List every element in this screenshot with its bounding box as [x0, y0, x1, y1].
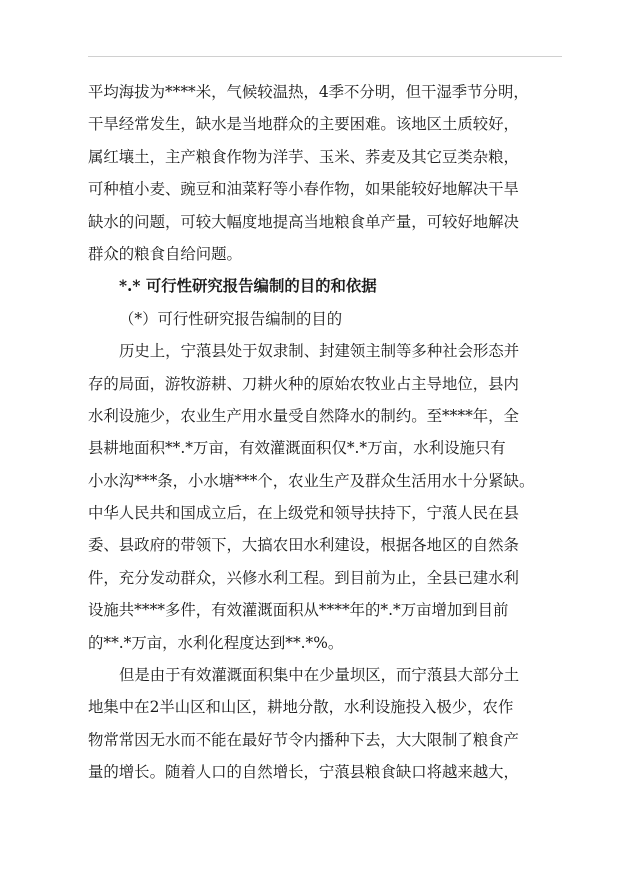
paragraph-line: 中华人民共和国成立后，在上级党和领导扶持下，宁蒗人民在县 — [88, 504, 519, 523]
paragraph-line: 历史上，宁蒗县处于奴隶制、封建领主制等多种社会形态并 — [119, 342, 520, 361]
paragraph-line: 量的增长。随着人口的自然增长，宁蒗县粮食缺口将越来越大， — [88, 763, 519, 782]
paragraph-line: 水利设施少，农业生产用水量受自然降水的制约。至****年，全 — [88, 406, 519, 425]
section-heading: *.* 可行性研究报告编制的目的和依据 — [119, 277, 377, 296]
subsection-heading: （*）可行性研究报告编制的目的 — [119, 309, 343, 328]
paragraph-line: 属红壤土，主产粮食作物为洋芋、玉米、荞麦及其它豆类杂粮， — [88, 147, 519, 166]
paragraph-line: 设施共****多件，有效灌溉面积从****年的*.*万亩增加到目前 — [88, 601, 509, 620]
paragraph-line: 物常常因无水而不能在最好节令内播种下去，大大限制了粮食产 — [88, 730, 519, 749]
paragraph-line: 群众的粮食自给问题。 — [88, 244, 242, 263]
paragraph-line: 缺水的问题，可较大幅度地提高当地粮食单产量，可较好地解决 — [88, 212, 519, 231]
header-rule — [88, 56, 562, 57]
paragraph-line: 平均海拔为****米，气候较温热，4季不分明，但干湿季节分明， — [88, 83, 529, 101]
paragraph-line: 干旱经常发生，缺水是当地群众的主要困难。该地区土质较好， — [88, 115, 519, 134]
paragraph-line: 可种植小麦、豌豆和油菜籽等小春作物，如果能较好地解决干旱 — [88, 180, 519, 199]
paragraph-line: 委、县政府的带领下，大搞农田水利建设，根据各地区的自然条 — [88, 536, 519, 555]
paragraph-line: 件，充分发动群众，兴修水利工程。到目前为止，全县已建水利 — [88, 568, 519, 587]
document-body — [88, 76, 570, 789]
paragraph-line: 小水沟***条，小水塘***个，农业生产及群众生活用水十分紧缺。 — [88, 471, 535, 490]
paragraph-line: 存的局面，游牧游耕、刀耕火种的原始农牧业占主导地位，县内 — [88, 374, 519, 393]
paragraph-line: 县耕地面积**.*万亩，有效灌溉面积仅*.*万亩，水利设施只有 — [88, 439, 506, 458]
paragraph-line: 的**.*万亩，水利化程度达到**.*%。 — [88, 633, 344, 652]
paragraph-line: 但是由于有效灌溉面积集中在少量坝区，而宁蒗县大部分土 — [119, 666, 520, 685]
paragraph-line: 地集中在2半山区和山区，耕地分散，水利设施投入极少，农作 — [88, 698, 514, 717]
